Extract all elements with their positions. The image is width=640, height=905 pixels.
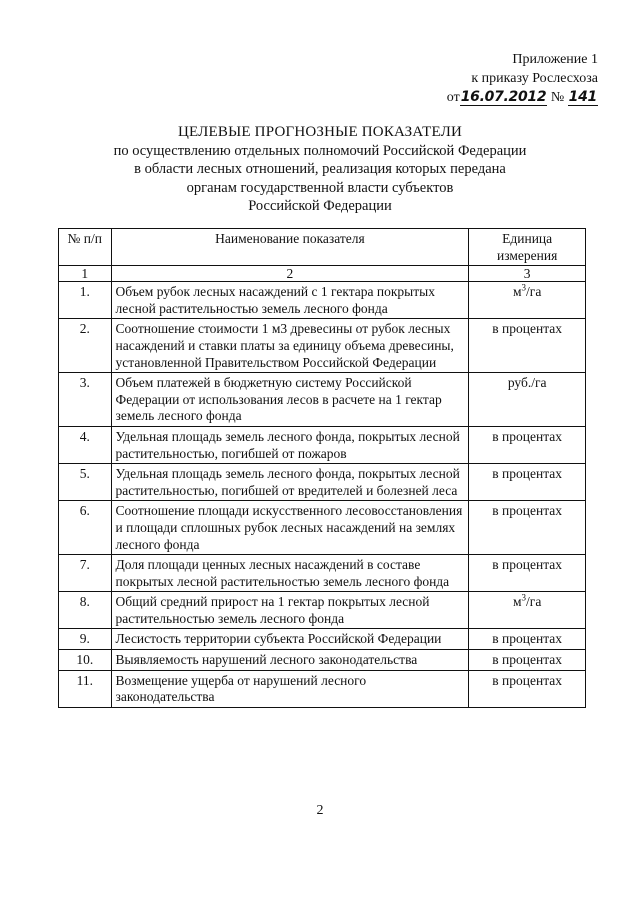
unit-of-measure <box>469 464 586 501</box>
unit-base: в процентах <box>492 466 563 482</box>
unit-base: в процентах <box>492 503 563 519</box>
table-row <box>59 464 586 501</box>
column-index-1: 1 <box>59 266 112 282</box>
appendix-order-date-line <box>447 88 598 107</box>
indicators-table <box>58 228 586 708</box>
document-subtitle-line-3: органам государственной власти субъектов <box>186 179 454 196</box>
unit-tail: /га <box>526 594 542 610</box>
indicator-name: Соотношение площади искусственного лесовосстановления и площади сплошных рубок лесных насаждений на землях лесного фонда <box>111 501 469 555</box>
appendix-order-ref: к приказу Рослесхоза <box>471 71 598 86</box>
unit-of-measure <box>469 501 586 555</box>
indicator-name: Соотношение стоимости 1 м3 древесины от рубок лесных насаждений и ставки платы за единицу объема древесины, установленной Правительством Российской Федерации <box>111 319 469 373</box>
table-row <box>59 670 586 707</box>
table-header-row <box>59 229 586 266</box>
table-row <box>59 650 586 671</box>
row-number: 10. <box>59 650 112 671</box>
unit-of-measure <box>469 650 586 671</box>
document-heading <box>0 123 640 216</box>
indicator-name: Выявляемость нарушений лесного законодательства <box>111 650 469 671</box>
row-number: 5. <box>59 464 112 501</box>
handwritten-order-number: 141 <box>568 89 597 105</box>
unit-base: в процентах <box>492 557 563 573</box>
unit-superscript: 3 <box>521 282 527 293</box>
indicator-name: Лесистость территории субъекта Российской Федерации <box>111 629 469 650</box>
indicator-name: Объем платежей в бюджетную систему Российской Федерации от использования лесов в расчете на 1 гектар земель лесного фонда <box>111 373 469 427</box>
row-number: 1. <box>59 282 112 319</box>
document-subtitle-line-4: Российской Федерации <box>248 198 392 214</box>
unit-base: в процентах <box>492 652 563 668</box>
unit-base: м <box>512 594 522 610</box>
unit-of-measure <box>469 319 586 373</box>
column-index-3: 3 <box>469 266 586 282</box>
table-row <box>59 592 586 629</box>
unit-base: в процентах <box>492 321 563 337</box>
row-number: 3. <box>59 373 112 427</box>
unit-base: в процентах <box>492 631 563 647</box>
column-index-2: 2 <box>111 266 469 282</box>
row-number: 4. <box>59 426 112 463</box>
table-row <box>59 629 586 650</box>
handwritten-date: 16.07.2012 <box>460 89 547 105</box>
table-row <box>59 555 586 592</box>
header-name: Наименование показателя <box>111 229 469 266</box>
row-number: 11. <box>59 670 112 707</box>
page-number: 2 <box>316 803 324 818</box>
row-number: 8. <box>59 592 112 629</box>
row-number: 2. <box>59 319 112 373</box>
unit-of-measure <box>469 373 586 427</box>
column-index-row <box>59 266 586 282</box>
unit-tail: /га <box>526 284 542 300</box>
table-row <box>59 319 586 373</box>
document-title: ЦЕЛЕВЫЕ ПРОГНОЗНЫЕ ПОКАЗАТЕЛИ <box>177 124 463 140</box>
indicator-name: Объем рубок лесных насаждений с 1 гектара покрытых лесной растительностью земель лесного фонда <box>111 282 469 319</box>
row-number: 6. <box>59 501 112 555</box>
unit-of-measure <box>469 555 586 592</box>
header-unit: Единица измерения <box>469 229 586 266</box>
document-subtitle-line-1: по осуществлению отдельных полномочий Российской Федерации <box>113 142 527 159</box>
indicator-name: Возмещение ущерба от нарушений лесного законодательства <box>111 670 469 707</box>
unit-base: м <box>512 284 522 300</box>
unit-superscript: 3 <box>521 592 527 603</box>
unit-of-measure <box>469 629 586 650</box>
indicator-name: Удельная площадь земель лесного фонда, покрытых лесной растительностью, погибшей от вредителей и болезней леса <box>111 464 469 501</box>
appendix-block <box>447 50 598 107</box>
unit-of-measure <box>469 670 586 707</box>
indicator-name: Удельная площадь земель лесного фонда, покрытых лесной растительностью, погибшей от пожаров <box>111 426 469 463</box>
row-number: 9. <box>59 629 112 650</box>
header-num: № п/п <box>59 229 112 266</box>
unit-base: в процентах <box>492 428 563 444</box>
indicator-name: Доля площади ценных лесных насаждений в составе покрытых лесной растительностью земель лесного фонда <box>111 555 469 592</box>
unit-of-measure <box>469 592 586 629</box>
unit-of-measure <box>469 426 586 463</box>
row-number: 7. <box>59 555 112 592</box>
document-subtitle-line-2: в области лесных отношений, реализация которых передана <box>134 161 506 177</box>
indicator-name: Общий средний прирост на 1 гектар покрытых лесной растительностью земель лесного фонда <box>111 592 469 629</box>
appendix-number-sign: № <box>550 90 565 105</box>
table-row <box>59 426 586 463</box>
table-row <box>59 282 586 319</box>
unit-base: руб./га <box>507 375 547 391</box>
appendix-label: Приложение 1 <box>512 52 598 67</box>
table-row <box>59 373 586 427</box>
table-row <box>59 501 586 555</box>
unit-base: в процентах <box>492 672 563 688</box>
unit-of-measure <box>469 282 586 319</box>
appendix-from-prefix: от <box>446 90 460 105</box>
